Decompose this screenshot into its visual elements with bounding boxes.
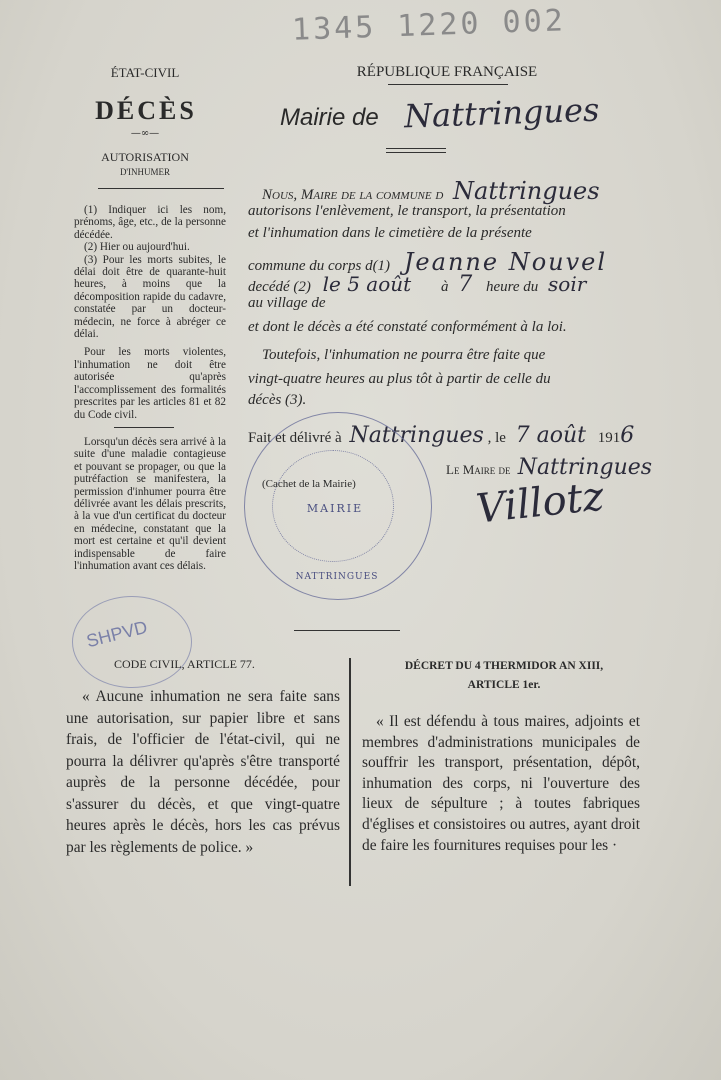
stamp-bottom-text: NATTRINGUES	[295, 572, 379, 582]
body-line-5	[248, 272, 586, 297]
maire-label: Le Maire de	[446, 462, 511, 477]
year-handwritten: 6	[620, 423, 635, 448]
note-5: Lorsqu'un décès sera arrivé à la suite d'une maladie contagieuse et pouvant se propager, ou que la putréfaction se manifestera, la permission d'inhumer pourra être délivrée avant les délais prescrits, à la vue d'un certificat du docteur en médecine, constatant que la mort est certaine et qu'il devient indispensable de faire l'inhumation avant ces délais.	[74, 435, 226, 572]
shpvd-text: SHPVD	[84, 616, 150, 652]
note-3: (3) Pour les morts subites, le délai doit être de quarante-huit heures, à moins que la décomposition rapide du cadavre, constatée par un docteur-médecin, ne force à abréger ce délai.	[74, 253, 226, 341]
mairie-underline-2	[386, 152, 446, 153]
body-text: , le	[487, 430, 506, 446]
body-line-6: au village de	[248, 295, 326, 311]
etat-civil-label: ÉTAT-CIVIL	[110, 65, 180, 80]
mairie-label: Mairie de	[280, 104, 379, 131]
maire-commune-handwritten: Nattringues	[517, 455, 653, 480]
code-civil-title: CODE CIVIL, ARTICLE 77.	[114, 657, 255, 671]
body-text: Fait et délivré à	[248, 430, 342, 446]
archive-number: 1345 1220 002	[291, 3, 567, 48]
note-4: Pour les morts violentes, l'inhumation ne doit être autorisée qu'après l'accomplissement des formalités prescrites par les articles 81 et 82 du Code civil.	[74, 346, 226, 421]
autorisation-label: AUTORISATION	[101, 150, 189, 164]
body-text: decédé (2)	[248, 279, 311, 295]
mayor-signature: Villotz	[473, 473, 606, 533]
note-2: (2) Hier ou aujourd'hui.	[84, 241, 190, 254]
republique-title: RÉPUBLIQUE FRANÇAISE	[356, 64, 538, 80]
republique-underline	[388, 84, 508, 85]
body-line-9: vingt-quatre heures au plus tôt à partir de celle du	[248, 371, 551, 387]
body-line-7: et dont le décès a été constaté conformément à la loi.	[248, 319, 567, 335]
deces-title: DÉCÈS	[95, 96, 197, 125]
body-line-10: décès (3).	[248, 392, 307, 408]
section-divider	[294, 630, 400, 631]
body-text: à	[440, 279, 449, 295]
mairie-underline-1	[386, 148, 446, 149]
deceased-name-handwritten: Jeanne Nouvel	[403, 248, 608, 276]
mairie-name-handwritten: Nattringues	[403, 90, 600, 136]
decret-text	[362, 712, 640, 856]
footnotes	[74, 204, 226, 578]
time-of-day-handwritten: soir	[548, 272, 587, 296]
code-civil-paragraph: « Aucune inhumation ne sera faite sans une autorisation, sur papier libre et sans frais, de l'officier de l'état-civil, qui ne pourra la délivrer qu'après s'être transporté auprès de la personne décédée, pour s'assurer du décès, et que vingt-quatre heures après le décès, hors les cas prévus par les règlements de police. »	[66, 688, 340, 856]
body-text: heure du	[485, 279, 539, 295]
place-handwritten: Nattringues	[349, 423, 484, 448]
body-line-2: autorisons l'enlèvement, le transport, la présentation	[248, 203, 566, 219]
ornament: —∞—	[130, 128, 160, 139]
stamp-center-text: MAIRIE	[306, 502, 364, 515]
commune-handwritten: Nattringues	[453, 177, 600, 205]
code-civil-text	[66, 686, 340, 858]
d-inhumer-label: D'INHUMER	[119, 167, 171, 177]
notes-divider	[114, 427, 174, 428]
decret-title: DÉCRET DU 4 THERMIDOR AN XIII,	[404, 660, 604, 672]
left-divider	[98, 188, 224, 189]
decret-paragraph: « Il est défendu à tous maires, adjoints et membres d'administrations municipales de souffrir les transport, présentation, dépôt, inhumation des corps, ni l'ouverture des lieux de sépulture ; à toutes fabriques d'églises et consistoires ou autres, ayant droit de faire les fournitures requises pour les ·	[362, 713, 640, 854]
body-line-8: Toutefois, l'inhumation ne pourra être faite que	[262, 347, 546, 363]
death-date-handwritten: le 5 août	[322, 272, 412, 296]
decret-article: ARTICLE 1er.	[467, 679, 541, 691]
maire-line	[446, 455, 652, 480]
year-print: 191	[597, 430, 621, 446]
cachet-label: (Cachet de la Mairie)	[262, 478, 356, 490]
body-text: Nous, Maire de la commune d	[262, 187, 444, 203]
issue-date-handwritten: 7 août	[515, 423, 587, 448]
body-text: commune du corps d(1)	[248, 258, 391, 274]
note-1: (1) Indiquer ici les nom, prénoms, âge, etc., de la personne décédée.	[74, 204, 226, 241]
column-divider	[349, 658, 351, 886]
body-line-3: et l'inhumation dans le cimetière de la présente	[248, 225, 532, 241]
body-line-1	[262, 177, 600, 205]
death-hour-handwritten: 7	[458, 272, 473, 297]
